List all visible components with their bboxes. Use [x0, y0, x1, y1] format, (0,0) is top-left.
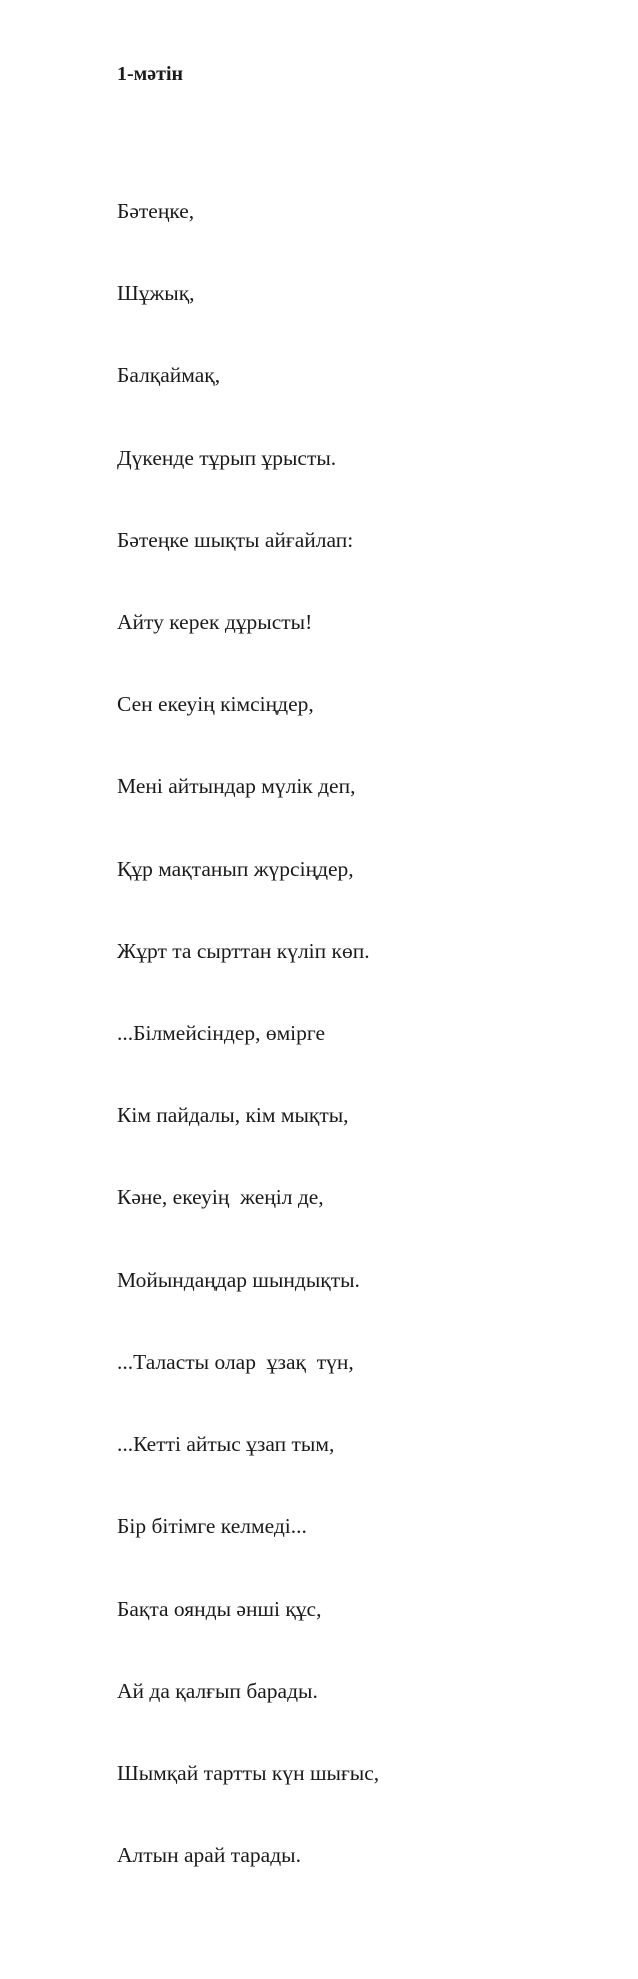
poem-line: ...Таласты олар ұзақ түн, — [117, 1349, 354, 1374]
poem-line: Бәтеңке, — [117, 198, 195, 223]
poem-line: Шымқай тартты күн шығыс, — [117, 1761, 380, 1785]
poem-line: Жұрт та сырттан күліп көп. — [117, 938, 370, 963]
poem-line: Бақта оянды әнші құс, — [117, 1596, 322, 1621]
poem-line: Алтын арай тарады. — [117, 1843, 301, 1868]
poem-lines — [117, 143, 379, 1924]
poem-line: Мені айтындар мүлік деп, — [117, 774, 356, 799]
poem-line: Дүкенде тұрып ұрысты. — [117, 445, 337, 470]
poem-line: Сен екеуің кімсіңдер, — [117, 692, 314, 717]
poem-line: Бір бітімге келмеді... — [117, 1514, 307, 1539]
poem-text-block — [117, 6, 379, 1979]
poem-line: Құр мақтанып жүрсіңдер, — [117, 856, 354, 881]
poem-line: Шұжық, — [117, 281, 195, 306]
poem-line: Кім пайдалы, кім мықты, — [117, 1103, 349, 1128]
document-title: 1-мәтін — [117, 62, 184, 85]
poem-line: Айту керек дұрысты! — [117, 609, 313, 634]
poem-line: ...Кетті айтыс ұзап тым, — [117, 1432, 335, 1457]
poem-line: Мойындаңдар шындықты. — [117, 1267, 360, 1292]
poem-line: Ай да қалғып барады. — [117, 1678, 318, 1703]
poem-line: Бәтеңке шықты айғайлап: — [117, 527, 354, 552]
poem-line: Кәне, екеуің жеңіл де, — [117, 1185, 324, 1210]
poem-line: ...Білмейсіндер, өмірге — [117, 1021, 325, 1046]
poem-line: Балқаймақ, — [117, 363, 221, 388]
